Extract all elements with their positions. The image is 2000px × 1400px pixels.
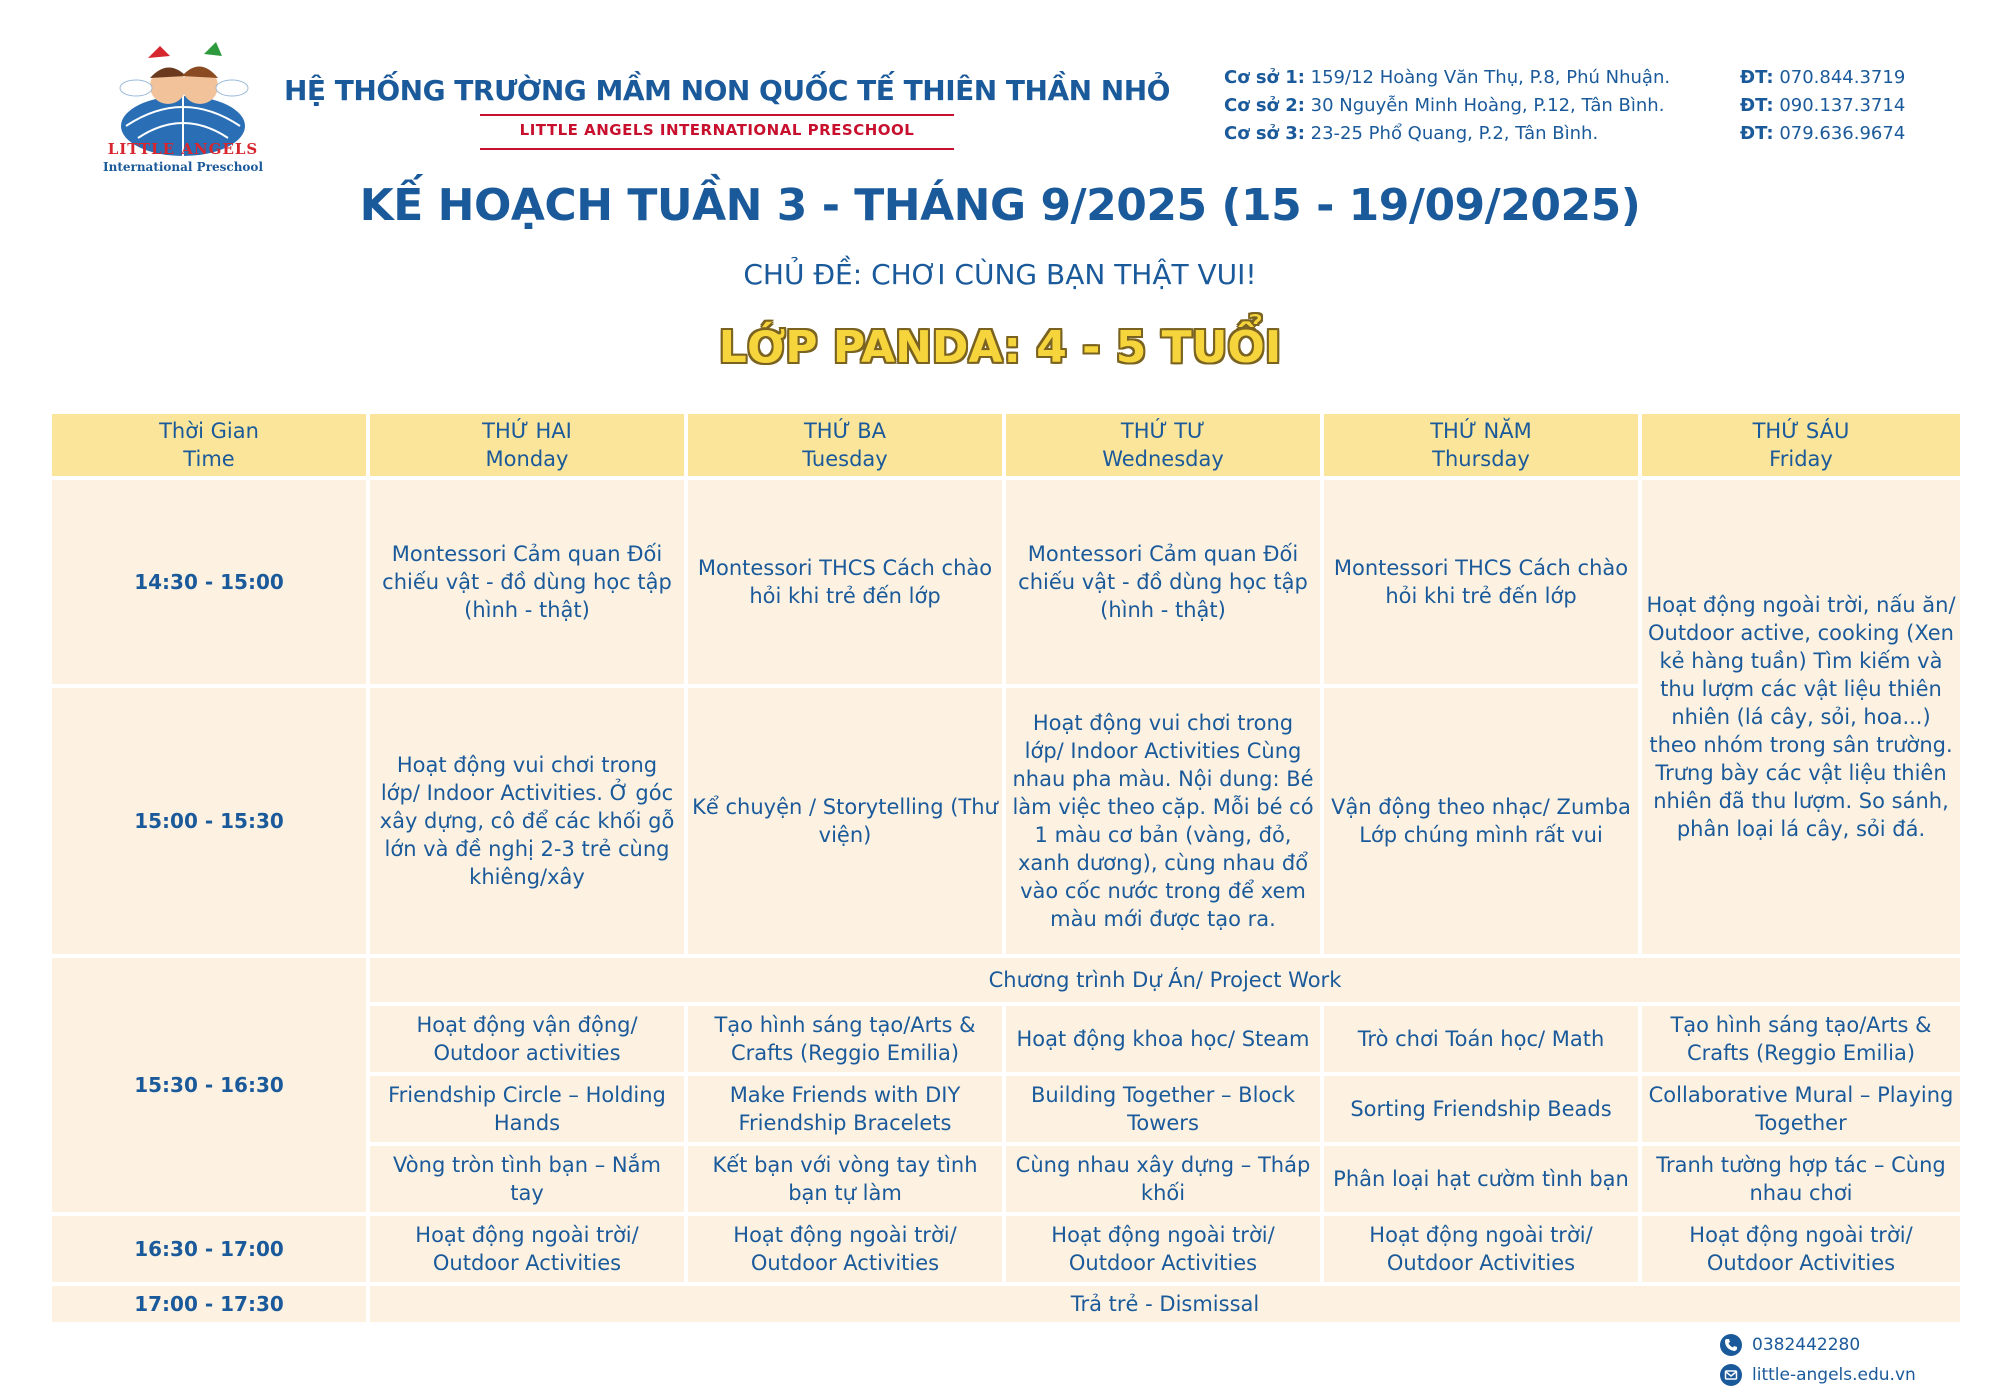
campus-item	[1224, 64, 1905, 92]
schedule-cell: Kể chuyện / Storytelling (Thư viện)	[686, 686, 1004, 956]
page-title: KẾ HOẠCH TUẦN 3 - THÁNG 9/2025 (15 - 19/09/2025)	[359, 180, 1641, 231]
schedule-cell: Hoạt động vận động/ Outdoor activities	[368, 1004, 686, 1074]
header-thursday: THỨ NĂM Thursday	[1322, 412, 1640, 478]
campus-phone-label: ĐT:	[1740, 123, 1774, 144]
schedule-cell: Trò chơi Toán học/ Math	[1322, 1004, 1640, 1074]
campus-address: 30 Nguyễn Minh Hoàng, P.12, Tân Bình.	[1310, 95, 1665, 116]
time-cell: 17:00 - 17:30	[50, 1284, 368, 1324]
schedule-cell: Phân loại hạt cườm tình bạn	[1322, 1144, 1640, 1214]
table-row	[50, 1284, 1962, 1324]
schedule-cell: Hoạt động ngoài trời, nấu ăn/ Outdoor active, cooking (Xen kẻ hàng tuần) Tìm kiếm và thu lượm các vật liệu thiên nhiên (lá cây, sỏi, hoa...) theo nhóm trong sân trường. Trưng bày các vật liệu thiên nhiên đã thu lượm. So sánh, phân loại lá cây, sỏi đá.	[1640, 478, 1962, 956]
table-row	[50, 1214, 1962, 1284]
header-tuesday: THỨ BA Tuesday	[686, 412, 1004, 478]
campus-label: Cơ sở 1:	[1224, 67, 1305, 88]
time-cell: 15:30 - 16:30	[50, 956, 368, 1214]
schedule-cell: Cùng nhau xây dựng – Tháp khối	[1004, 1144, 1322, 1214]
campus-label: Cơ sở 3:	[1224, 123, 1305, 144]
header-time: Thời Gian Time	[50, 412, 368, 478]
schedule-cell: Hoạt động ngoài trời/ Outdoor Activities	[368, 1214, 686, 1284]
mail-icon	[1720, 1364, 1742, 1386]
schedule-cell: Tạo hình sáng tạo/Arts & Crafts (Reggio Emilia)	[686, 1004, 1004, 1074]
schedule-cell: Hoạt động ngoài trời/ Outdoor Activities	[686, 1214, 1004, 1284]
campus-address: 23-25 Phổ Quang, P.2, Tân Bình.	[1310, 123, 1599, 144]
table-row	[50, 956, 1962, 1004]
project-banner: Chương trình Dự Án/ Project Work	[368, 956, 1962, 1004]
class-title: LỚP PANDA: 4 - 5 TUỔI	[718, 322, 1282, 373]
campus-item	[1224, 120, 1905, 148]
dismissal-cell: Trả trẻ - Dismissal	[368, 1284, 1962, 1324]
schedule-cell: Hoạt động ngoài trời/ Outdoor Activities	[1322, 1214, 1640, 1284]
campus-item	[1224, 92, 1905, 120]
table-row	[50, 478, 1962, 686]
schedule-cell: Tạo hình sáng tạo/Arts & Crafts (Reggio Emilia)	[1640, 1004, 1962, 1074]
schedule-cell: Hoạt động ngoài trời/ Outdoor Activities	[1640, 1214, 1962, 1284]
footer-website[interactable]: little-angels.edu.vn	[1752, 1365, 1916, 1385]
campus-address: 159/12 Hoàng Văn Thụ, P.8, Phú Nhuận.	[1310, 67, 1671, 88]
schedule-cell: Collaborative Mural – Playing Together	[1640, 1074, 1962, 1144]
header-friday: THỨ SÁU Friday	[1640, 412, 1962, 478]
schedule-cell: Tranh tường hợp tác – Cùng nhau chơi	[1640, 1144, 1962, 1214]
logo-text-top: LITTLE ANGELS	[107, 140, 259, 158]
campus-phone-label: ĐT:	[1740, 67, 1774, 88]
header-wednesday: THỨ TƯ Wednesday	[1004, 412, 1322, 478]
logo-text-bottom: International Preschool	[102, 160, 263, 174]
schedule-cell: Hoạt động khoa học/ Steam	[1004, 1004, 1322, 1074]
schedule-cell: Montessori THCS Cách chào hỏi khi trẻ đến lớp	[686, 478, 1004, 686]
schedule-cell: Vòng tròn tình bạn – Nắm tay	[368, 1144, 686, 1214]
theme-subtitle: CHỦ ĐỀ: CHƠI CÙNG BẠN THẬT VUI!	[743, 258, 1257, 291]
campus-list	[1224, 64, 1905, 148]
campus-phone-label: ĐT:	[1740, 95, 1774, 116]
schedule-cell: Make Friends with DIY Friendship Bracelets	[686, 1074, 1004, 1144]
time-cell: 14:30 - 15:00	[50, 478, 368, 686]
phone-icon	[1720, 1334, 1742, 1356]
campus-phone: 079.636.9674	[1779, 123, 1906, 144]
schedule-cell: Montessori THCS Cách chào hỏi khi trẻ đến lớp	[1322, 478, 1640, 686]
schedule-cell: Building Together – Block Towers	[1004, 1074, 1322, 1144]
schedule-cell: Sorting Friendship Beads	[1322, 1074, 1640, 1144]
campus-phone: 070.844.3719	[1779, 67, 1906, 88]
schedule-cell: Montessori Cảm quan Đối chiếu vật - đồ dùng học tập (hình - thật)	[1004, 478, 1322, 686]
campus-label: Cơ sở 2:	[1224, 95, 1305, 116]
time-cell: 16:30 - 17:00	[50, 1214, 368, 1284]
schedule-cell: Friendship Circle – Holding Hands	[368, 1074, 686, 1144]
campus-phone: 090.137.3714	[1779, 95, 1906, 116]
table-header-row	[50, 412, 1962, 478]
school-name-en-box	[480, 114, 954, 150]
weekly-schedule-table	[48, 410, 1964, 1326]
schedule-cell: Hoạt động vui chơi trong lớp/ Indoor Activities. Ở góc xây dựng, cô để các khối gỗ lớn và đề nghị 2-3 trẻ cùng khiêng/xây	[368, 686, 686, 956]
time-cell: 15:00 - 15:30	[50, 686, 368, 956]
schedule-cell: Hoạt động ngoài trời/ Outdoor Activities	[1004, 1214, 1322, 1284]
header-monday: THỨ HAI Monday	[368, 412, 686, 478]
school-name-en: LITTLE ANGELS INTERNATIONAL PRESCHOOL	[519, 121, 915, 139]
footer-contact	[1720, 1330, 1916, 1390]
schedule-cell: Hoạt động vui chơi trong lớp/ Indoor Activities Cùng nhau pha màu. Nội dung: Bé làm việc theo cặp. Mỗi bé có 1 màu cơ bản (vàng, đỏ, xanh dương), cùng nhau đổ vào cốc nước trong để xem màu mới được tạo ra.	[1004, 686, 1322, 956]
schedule-cell: Kết bạn với vòng tay tình bạn tự làm	[686, 1144, 1004, 1214]
school-logo	[88, 28, 278, 178]
footer-phone-row	[1720, 1330, 1916, 1360]
school-name: HỆ THỐNG TRƯỜNG MẦM NON QUỐC TẾ THIÊN THẦN NHỎ	[284, 74, 1170, 107]
footer-phone[interactable]: 0382442280	[1752, 1335, 1861, 1355]
footer-website-row	[1720, 1360, 1916, 1390]
schedule-cell: Montessori Cảm quan Đối chiếu vật - đồ dùng học tập (hình - thật)	[368, 478, 686, 686]
schedule-cell: Vận động theo nhạc/ Zumba Lớp chúng mình rất vui	[1322, 686, 1640, 956]
